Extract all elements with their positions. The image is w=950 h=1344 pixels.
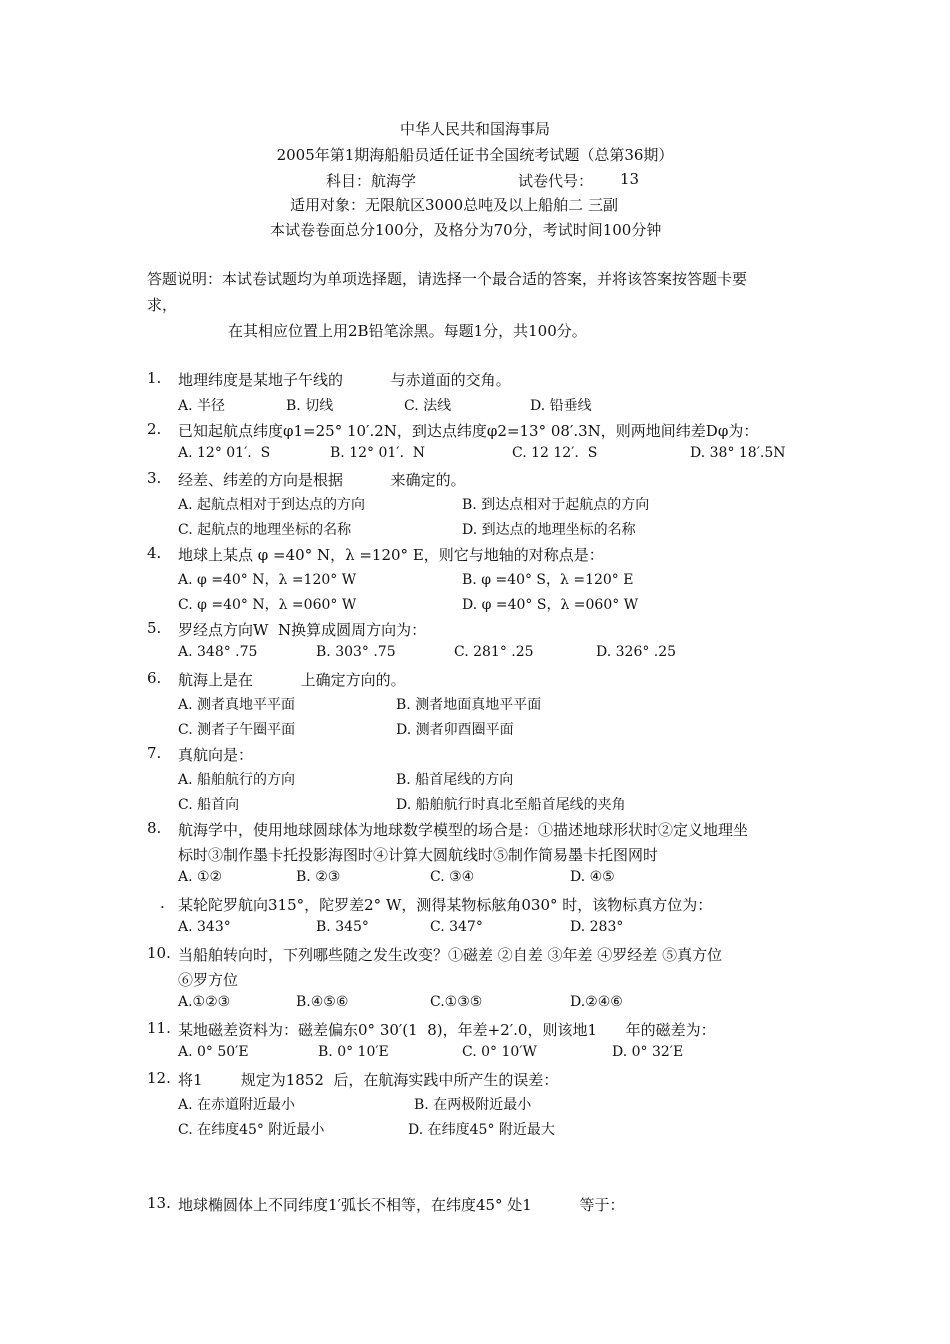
option-a: A. 348° .75 (178, 644, 258, 660)
option-d: D. 到达点的地理坐标的名称 (462, 522, 636, 538)
question-text: 某轮陀罗航向315°，陀罗差2° W，测得某物标舷角030° 时，该物标真方位为： (178, 896, 713, 914)
option-c: C. 法线 (404, 398, 452, 414)
option-b: B. 在两极附近最小 (414, 1097, 532, 1113)
option-b: B. 切线 (286, 398, 334, 414)
question-text: 航海上是在 上确定方向的。 (178, 671, 406, 689)
question-text: 地球椭圆体上不同纬度1′弧长不相等，在纬度45° 处1 等于： (178, 1196, 625, 1214)
exam-title: 2005年第1期海船船员适任证书全国统考试题（总第36期） (276, 146, 674, 164)
subject-label: 科目：航海学 (326, 172, 417, 190)
option-b: B. 到达点相对于起航点的方向 (462, 497, 650, 513)
question-text: 真航向是： (178, 746, 254, 764)
option-a: A. 半径 (178, 398, 226, 414)
option-b: B. 345° (316, 919, 369, 935)
question-number: 10. (147, 944, 171, 962)
option-c: C. ③④ (430, 869, 475, 885)
option-c: C. 281° .25 (454, 644, 534, 660)
paper-code-value: 13 (620, 170, 640, 188)
option-a: A. 在赤道附近最小 (178, 1097, 296, 1113)
option-a: A. 12° 01′. S (178, 445, 271, 461)
option-a: A. 测者真地平平面 (178, 697, 296, 713)
option-d: D. 326° .25 (596, 644, 677, 660)
option-d: D. φ =40° S，λ =060° W (462, 597, 639, 613)
option-a: A. 船舶航行的方向 (178, 772, 296, 788)
instructions-line-1: 答题说明：本试卷试题均为单项选择题，请选择一个最合适的答案，并将该答案按答题卡要 (147, 270, 748, 288)
question-number: . (160, 894, 165, 912)
option-b: B. ②③ (296, 869, 341, 885)
option-b: B. 12° 01′. N (330, 445, 426, 461)
question-text-continued: ⑥罗方位 (178, 971, 239, 989)
instructions-line-3: 在其相应位置上用2B铅笔涂黑。每题1分，共100分。 (228, 322, 587, 340)
option-d: D.②④⑥ (570, 994, 623, 1010)
option-d: D. ④⑤ (570, 869, 615, 885)
option-c: C. 在纬度45° 附近最小 (178, 1122, 325, 1138)
option-c: C. φ =40° N，λ =060° W (178, 597, 357, 613)
option-c: C. 起航点的地理坐标的名称 (178, 522, 352, 538)
option-d: D. 铅垂线 (530, 398, 592, 414)
option-d: D. 在纬度45° 附近最大 (408, 1122, 555, 1138)
paper-code-label: 试卷代号： (518, 172, 594, 190)
question-number: 7. (147, 744, 162, 762)
option-c: C. 船首向 (178, 797, 240, 813)
question-number: 11. (147, 1019, 171, 1037)
option-a: A. 起航点相对于到达点的方向 (178, 497, 366, 513)
question-number: 13. (147, 1194, 171, 1212)
option-a: A. ①② (178, 869, 223, 885)
option-b: B.④⑤⑥ (296, 994, 349, 1010)
question-text: 罗经点方向W N换算成圆周方向为： (178, 621, 427, 639)
option-d: D. 0° 32′E (612, 1044, 684, 1060)
question-text: 当船舶转向时，下列哪些随之发生改变？①磁差 ②自差 ③年差 ④罗经差 ⑤真方位 (178, 946, 723, 964)
question-text: 地理纬度是某地子午线的 与赤道面的交角。 (178, 371, 511, 389)
question-text: 航海学中，使用地球圆球体为地球数学模型的场合是：①描述地球形状时②定义地理坐 (178, 821, 749, 839)
question-text-continued: 标时③制作墨卡托投影海图时④计算大圆航线时⑤制作简易墨卡托图网时 (178, 846, 659, 864)
option-d: D. 测者卯酉圈平面 (396, 722, 514, 738)
question-text: 地球上某点 φ =40° N，λ =120° E，则它与地轴的对称点是： (178, 546, 604, 564)
question-text: 已知起航点纬度φ1=25° 10′.2N，到达点纬度φ2=13° 08′.3N，则两地间纬差Dφ为： (178, 422, 759, 440)
question-number: 8. (147, 819, 162, 837)
option-c: C. 测者子午圈平面 (178, 722, 296, 738)
question-number: 1. (147, 369, 162, 387)
question-number: 2. (147, 420, 162, 438)
question-text: 将1 规定为1852 后，在航海实践中所产生的误差： (178, 1071, 559, 1089)
option-b: B. 船首尾线的方向 (396, 772, 514, 788)
option-a: A. 0° 50′E (178, 1044, 249, 1060)
score-info: 本试卷卷面总分100分，及格分为70分，考试时间100分钟 (270, 221, 662, 239)
option-d: D. 38° 18′.5N (690, 445, 786, 461)
question-number: 3. (147, 469, 162, 487)
option-d: D. 283° (570, 919, 624, 935)
question-number: 4. (147, 544, 162, 562)
question-text: 经差、纬差的方向是根据 来确定的。 (178, 471, 466, 489)
question-number: 5. (147, 619, 162, 637)
option-c: C. 12 12′. S (512, 445, 598, 461)
option-b: B. 303° .75 (316, 644, 396, 660)
option-b: B. φ =40° S，λ =120° E (462, 572, 634, 588)
option-c: C. 347° (430, 919, 483, 935)
target-audience: 适用对象：无限航区3000总吨及以上船舶二 三副 (290, 196, 618, 214)
option-d: D. 船舶航行时真北至船首尾线的夹角 (396, 797, 626, 813)
instructions-line-2: 求， (147, 296, 178, 314)
org-title: 中华人民共和国海事局 (399, 120, 550, 138)
option-a: A.①②③ (178, 994, 231, 1010)
option-c: C. 0° 10′W (462, 1044, 537, 1060)
question-number: 12. (147, 1069, 171, 1087)
option-b: B. 0° 10′E (318, 1044, 389, 1060)
option-a: A. 343° (178, 919, 231, 935)
option-b: B. 测者地面真地平平面 (396, 697, 542, 713)
question-number: 6. (147, 669, 162, 687)
option-c: C.①③⑤ (430, 994, 483, 1010)
question-text: 某地磁差资料为：磁差偏东0° 30′(1 8)，年差+2′.0，则该地1 年的磁差为： (178, 1021, 716, 1039)
option-a: A. φ =40° N，λ =120° W (178, 572, 357, 588)
